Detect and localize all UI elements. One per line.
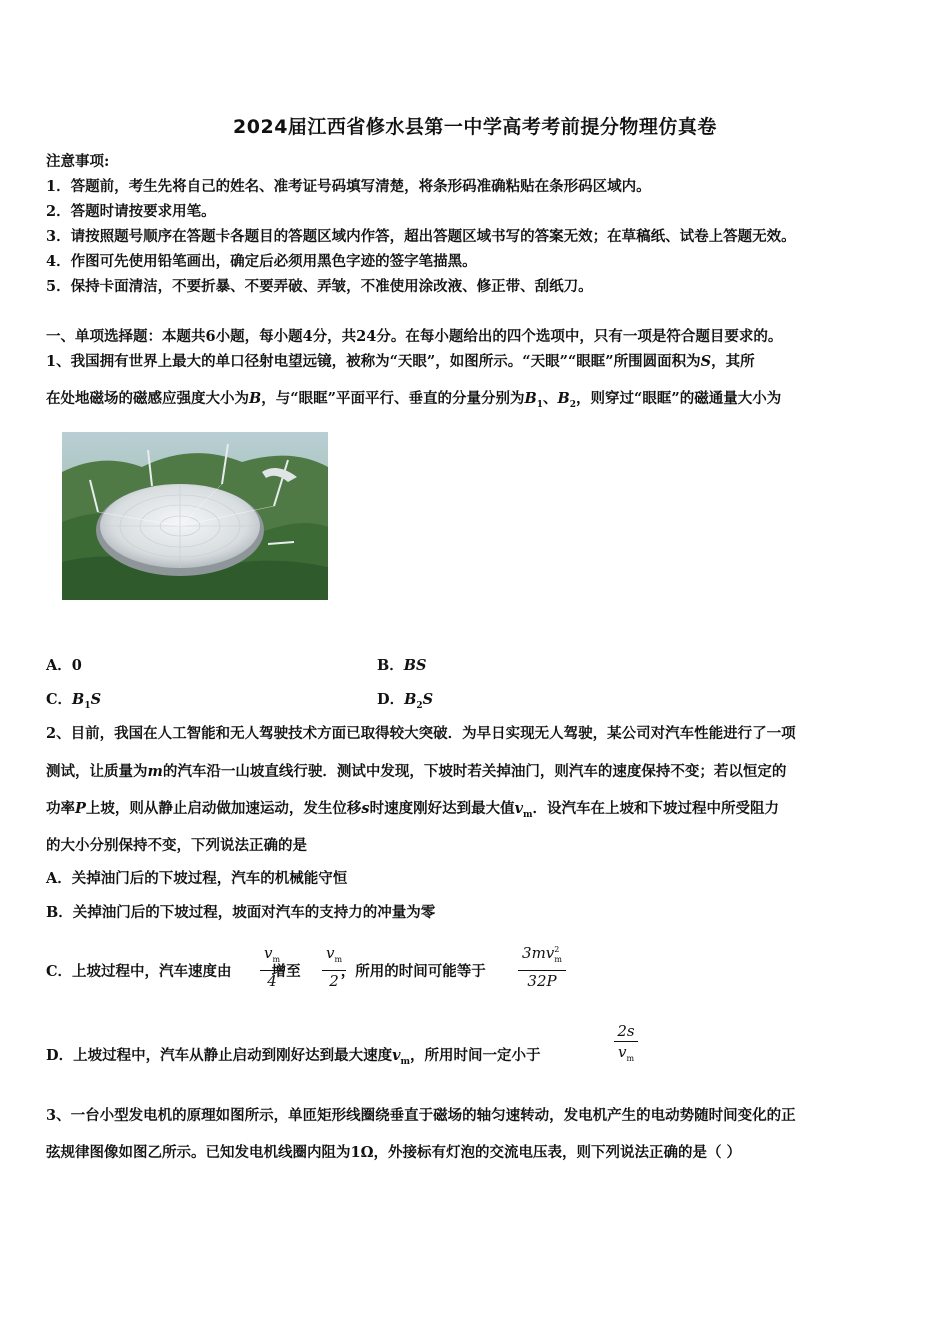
- question-2-line-4: 的大小分别保持不变，下列说法正确的是: [46, 837, 307, 854]
- question-1-line-1: 1、我国拥有世界上最大的单口径射电望远镜，被称为“天眼”，如图所示。“天眼”“眼眶”所围圆面积为S，其所: [46, 353, 755, 370]
- fraction-vm-over-2: $v_m$ 2: [322, 944, 346, 990]
- telescope-photo: [62, 432, 328, 600]
- question-1-option-b: B．BS: [377, 657, 427, 674]
- question-2-option-b: B．关掉油门后的下坡过程，坡面对汽车的支持力的冲量为零: [46, 904, 436, 921]
- fraction-vm-over-4: $v_m$ 4: [260, 944, 284, 990]
- notice-heading: 注意事项:: [46, 153, 110, 170]
- question-2-option-d: D．上坡过程中，汽车从静止启动到刚好达到最大速度$v_m$，所用时间一定小于: [46, 1047, 541, 1067]
- question-1-option-c: C．$B_1S$: [46, 691, 102, 711]
- fraction-time-estimate: $3mv^2_m$ 32P: [518, 941, 566, 990]
- notice-item: 1．答题前，考生先将自己的姓名、准考证号码填写清楚，将条形码准确粘贴在条形码区域内。: [46, 178, 651, 195]
- page-title: 2024届江西省修水县第一中学高考考前提分物理仿真卷: [233, 116, 717, 138]
- question-1-option-d: D．$B_2S$: [377, 691, 434, 711]
- notice-item: 4．作图可先使用铅笔画出，确定后必须用黑色字迹的签字笔描黑。: [46, 253, 477, 270]
- notice-item: 2．答题时请按要求用笔。: [46, 203, 216, 220]
- question-2-line-2: 测试，让质量为m的汽车沿一山坡直线行驶．测试中发现，下坡时若关掉油门，则汽车的速度保持不变；若以恒定的: [46, 763, 787, 780]
- question-1-option-a: A．0: [46, 657, 82, 674]
- question-2-line-1: 2、目前，我国在人工智能和无人驾驶技术方面已取得较大突破．为早日实现无人驾驶，某公司对汽车性能进行了一项: [46, 725, 796, 742]
- fraction-2s-over-vm: 2s $v_m$: [614, 1022, 638, 1068]
- section-heading: 一、单项选择题：本题共6小题，每小题4分，共24分。在每小题给出的四个选项中，只有一项是符合题目要求的。: [46, 328, 783, 345]
- question-2-line-3: 功率P上坡，则从静止启动做加速运动，发生位移s时速度刚好达到最大值$v_m$．设汽车在上坡和下坡过程中所受阻力: [46, 800, 780, 820]
- question-1-line-2: 在处地磁场的磁感应强度大小为B，与“眼眶”平面平行、垂直的分量分别为$B_1$、$B_2$，则穿过“眼眶”的磁通量大小为: [46, 390, 782, 410]
- question-2-option-c: C．上坡过程中，汽车速度由 增至 ，所用的时间可能等于: [46, 963, 486, 980]
- fast-telescope-illustration: [62, 432, 328, 600]
- question-2-option-a: A．关掉油门后的下坡过程，汽车的机械能守恒: [46, 870, 348, 887]
- notice-item: 3．请按照题号顺序在答题卡各题目的答题区域内作答，超出答题区域书写的答案无效；在草稿纸、试卷上答题无效。: [46, 228, 796, 245]
- notice-item: 5．保持卡面清洁，不要折暴、不要弄破、弄皱，不准使用涂改液、修正带、刮纸刀。: [46, 278, 593, 295]
- question-3-line-2: 弦规律图像如图乙所示。已知发电机线圈内阻为1Ω，外接标有灯泡的交流电压表，则下列说法正确的是（ ）: [46, 1144, 742, 1161]
- question-3-line-1: 3、一台小型发电机的原理如图所示，单匝矩形线圈绕垂直于磁场的轴匀速转动，发电机产生的电动势随时间变化的正: [46, 1107, 796, 1124]
